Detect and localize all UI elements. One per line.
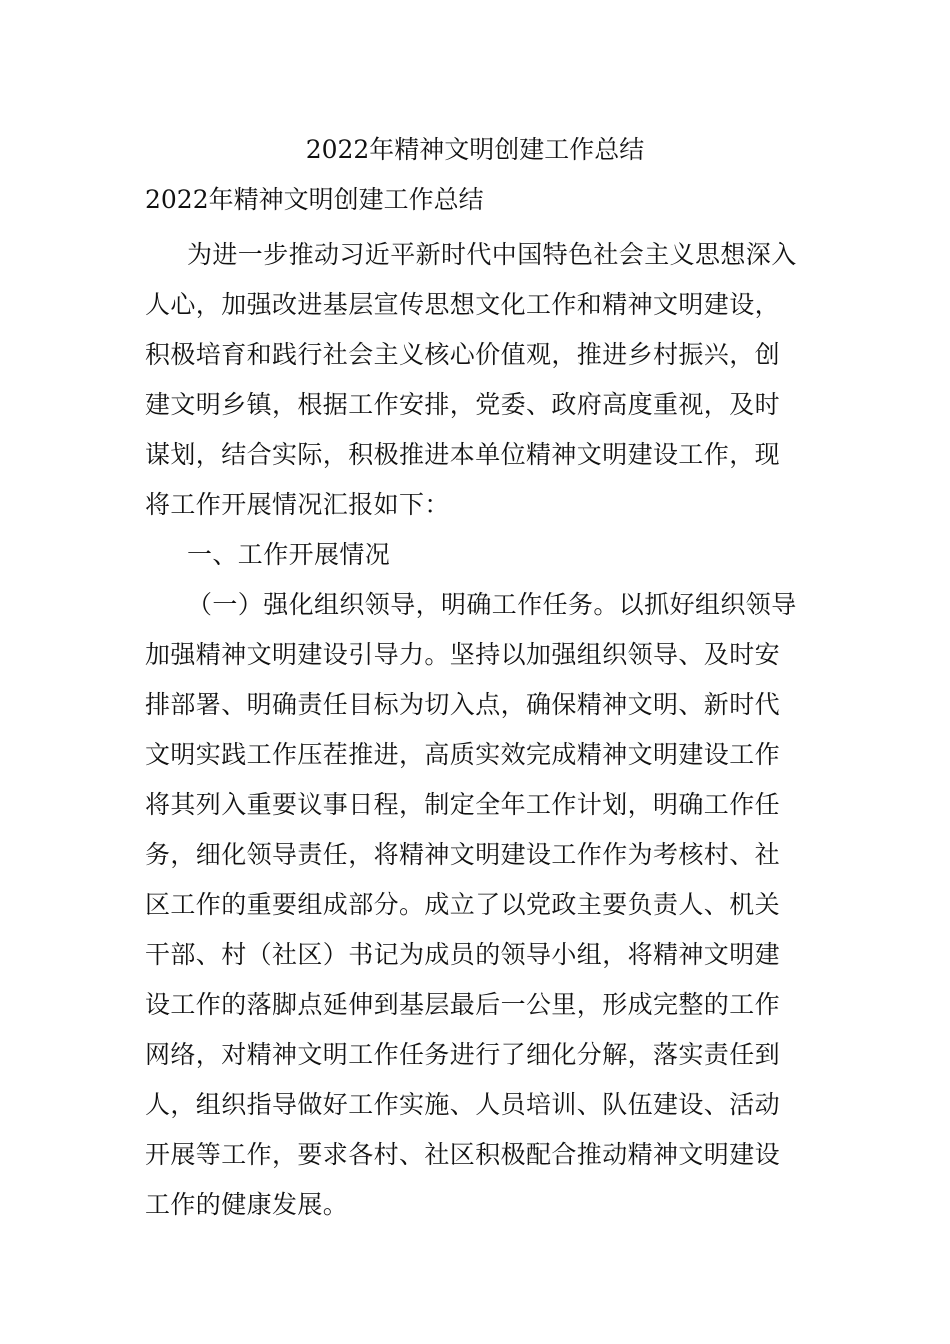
body-line: 积极培育和践行社会主义核心价值观，推进乡村振兴，创 <box>145 340 781 369</box>
body-line: 网络，对精神文明工作任务进行了细化分解，落实责任到 <box>145 1040 781 1069</box>
document-subtitle: 2022年精神文明创建工作总结 <box>145 185 484 214</box>
body-line: 开展等工作，要求各村、社区积极配合推动精神文明建设 <box>145 1140 781 1169</box>
body-line: 工作的健康发展。 <box>145 1190 349 1219</box>
body-line: 人，组织指导做好工作实施、人员培训、队伍建设、活动 <box>145 1090 781 1119</box>
body-line: 为进一步推动习近平新时代中国特色社会主义思想深入 <box>187 240 797 269</box>
body-line: 排部署、明确责任目标为切入点，确保精神文明、新时代 <box>145 690 781 719</box>
body-line: 务，细化领导责任，将精神文明建设工作作为考核村、社 <box>145 840 781 869</box>
body-line: 人心，加强改进基层宣传思想文化工作和精神文明建设， <box>145 290 781 319</box>
body-line: 加强精神文明建设引导力。坚持以加强组织领导、及时安 <box>145 640 781 669</box>
body-line: 谋划，结合实际，积极推进本单位精神文明建设工作，现 <box>145 440 781 469</box>
document-title: 2022年精神文明创建工作总结 <box>305 135 645 164</box>
body-line: 干部、村（社区）书记为成员的领导小组，将精神文明建 <box>145 940 781 969</box>
body-line: （一）强化组织领导，明确工作任务。以抓好组织领导 <box>187 590 797 619</box>
body-line: 设工作的落脚点延伸到基层最后一公里，形成完整的工作 <box>145 990 781 1019</box>
document-body <box>145 230 825 1230</box>
body-line: 建文明乡镇，根据工作安排，党委、政府高度重视，及时 <box>145 390 781 419</box>
body-line: 文明实践工作压茬推进，高质实效完成精神文明建设工作 <box>145 740 781 769</box>
body-line: 区工作的重要组成部分。成立了以党政主要负责人、机关 <box>145 890 781 919</box>
body-line: 将其列入重要议事日程，制定全年工作计划，明确工作任 <box>145 790 781 819</box>
body-line: 将工作开展情况汇报如下： <box>145 490 450 519</box>
section-heading: 一、工作开展情况 <box>187 540 391 569</box>
